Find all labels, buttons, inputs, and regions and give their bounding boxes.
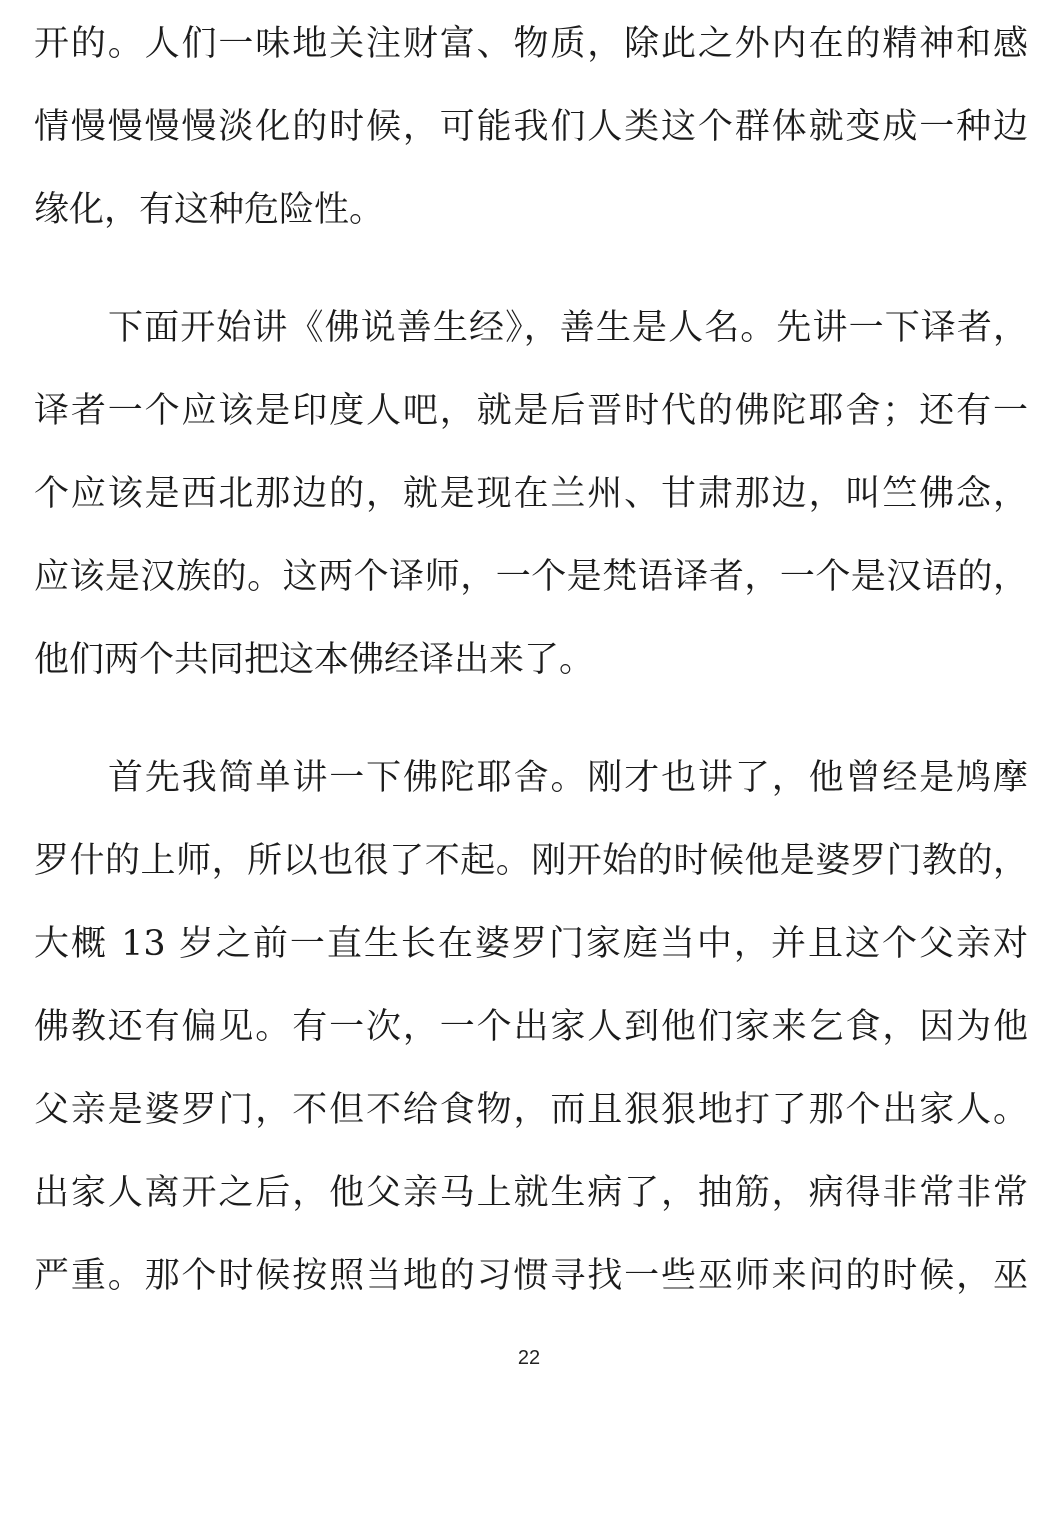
page-number: 22 <box>517 1347 541 1369</box>
paragraph <box>34 737 1028 1318</box>
text-line: 大概 13 岁之前一直生长在婆罗门家庭当中，并且这个父亲对 <box>34 924 1028 964</box>
page-body <box>34 3 1028 1353</box>
text-line: 情慢慢慢慢淡化的时候，可能我们人类这个群体就变成一种边 <box>34 107 1028 147</box>
text-line: 他们两个共同把这本佛经译出来了。 <box>34 640 595 680</box>
text-line: 父亲是婆罗门，不但不给食物，而且狠狠地打了那个出家人。 <box>34 1090 1028 1130</box>
text-line: 开的。人们一味地关注财富、物质，除此之外内在的精神和感 <box>34 24 1028 64</box>
text-line: 出家人离开之后，他父亲马上就生病了，抽筋，病得非常非常 <box>34 1173 1028 1213</box>
text-line: 佛教还有偏见。有一次，一个出家人到他们家来乞食，因为他 <box>34 1007 1028 1047</box>
text-line: 应该是汉族的。这两个译师，一个是梵语译者，一个是汉语的， <box>34 557 1028 597</box>
text-line: 罗什的上师，所以也很了不起。刚开始的时候他是婆罗门教的， <box>34 841 1028 881</box>
text-line: 首先我简单讲一下佛陀耶舍。刚才也讲了，他曾经是鸠摩 <box>108 758 1028 798</box>
text-line: 缘化，有这种危险性。 <box>34 190 385 230</box>
text-line: 译者一个应该是印度人吧，就是后晋时代的佛陀耶舍；还有一 <box>34 391 1028 431</box>
paragraph <box>34 287 1028 702</box>
text-line: 严重。那个时候按照当地的习惯寻找一些巫师来问的时候，巫 <box>34 1256 1028 1296</box>
paragraph <box>34 3 1028 252</box>
text-line: 下面开始讲《佛说善生经》，善生是人名。先讲一下译者， <box>108 308 1028 348</box>
text-line: 个应该是西北那边的，就是现在兰州、甘肃那边，叫竺佛念， <box>34 474 1028 514</box>
